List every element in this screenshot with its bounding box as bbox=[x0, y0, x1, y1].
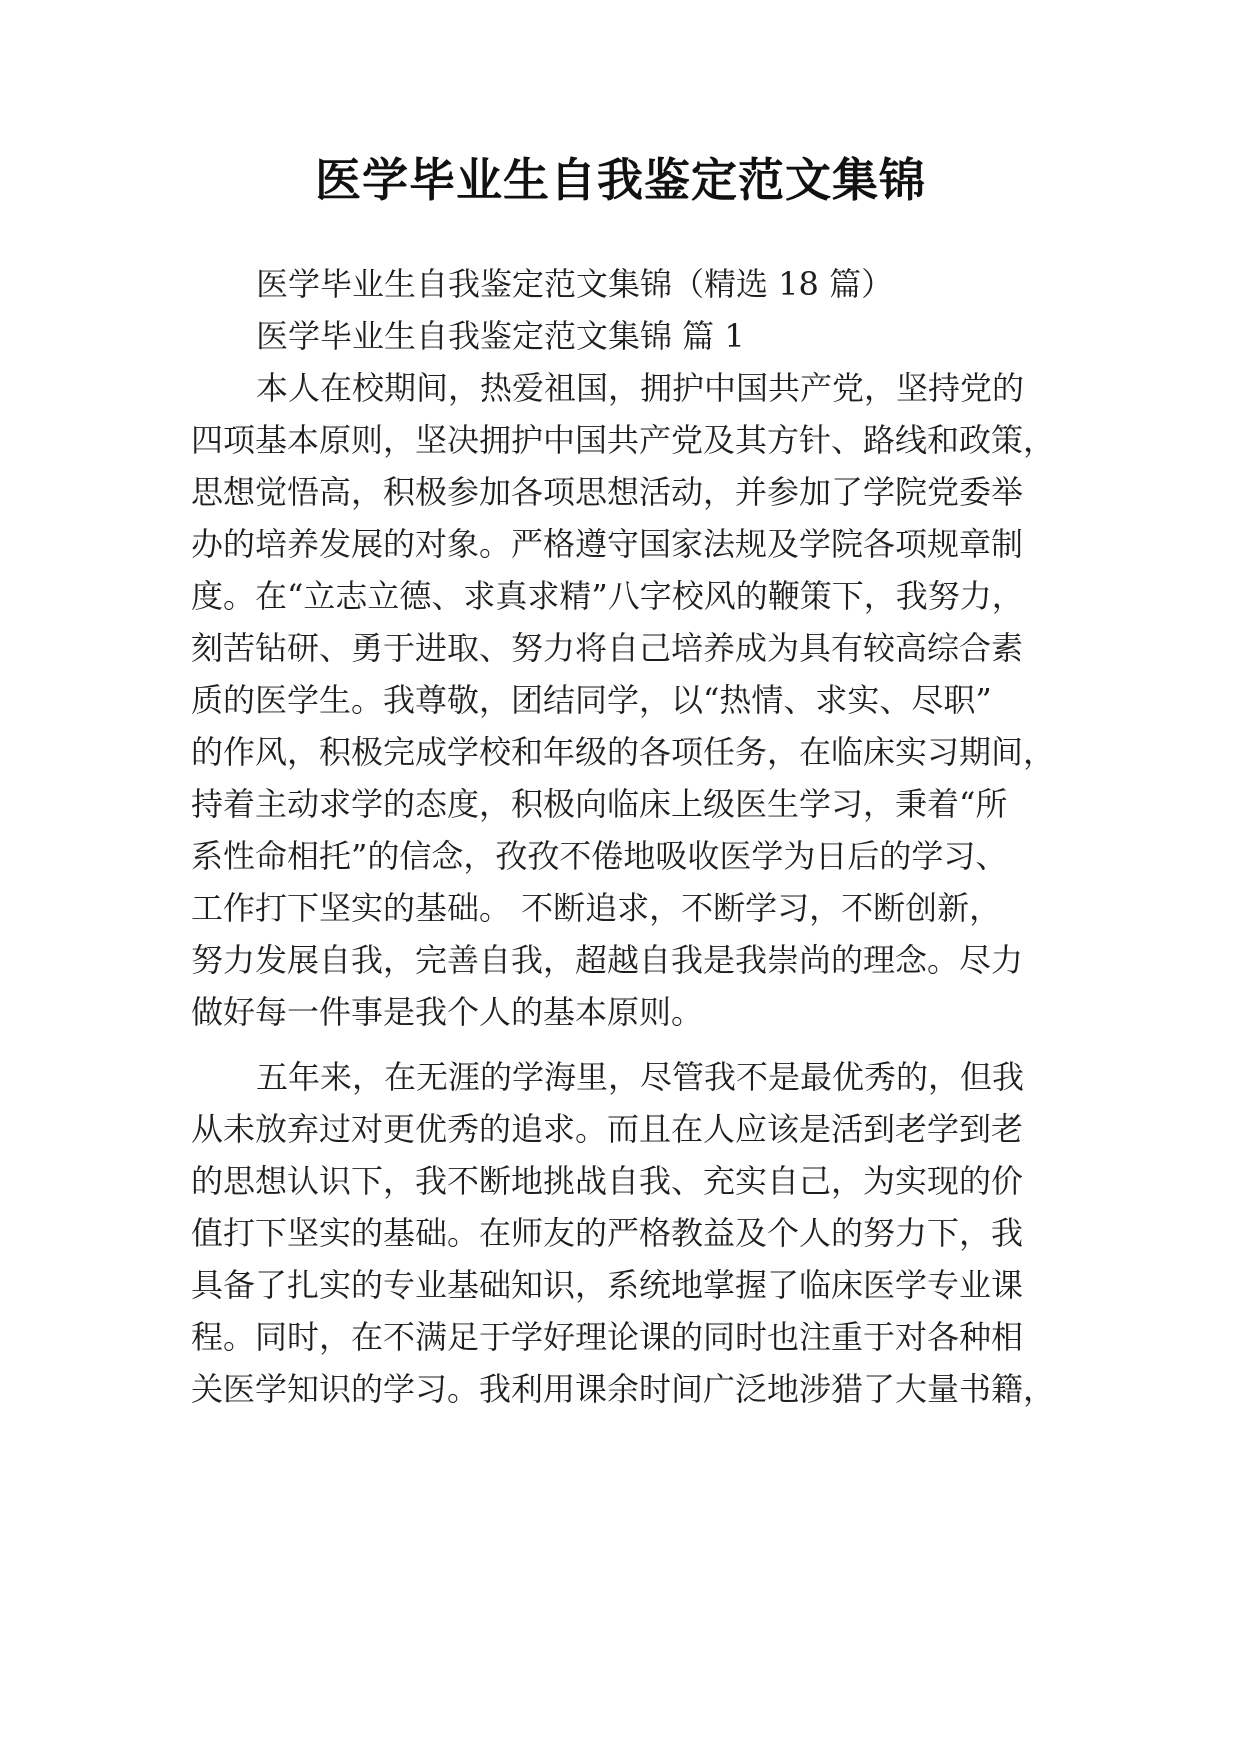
section-heading: 医学毕业生自我鉴定范文集锦 篇 1 bbox=[256, 317, 745, 355]
paragraph-line: 系性命相托”的信念，孜孜不倦地吸收医学为日后的学习、 bbox=[191, 837, 1008, 875]
paragraph-line: 工作打下坚实的基础。 不断追求，不断学习，不断创新， bbox=[191, 889, 1002, 927]
paragraph-line: 做好每一件事是我个人的基本原则。 bbox=[191, 993, 704, 1031]
paragraph-line: 从未放弃过对更优秀的追求。而且在人应该是活到老学到老 bbox=[191, 1110, 1024, 1148]
paragraph-line: 思想觉悟高，积极参加各项思想活动，并参加了学院党委举 bbox=[191, 473, 1024, 511]
document-subtitle: 医学毕业生自我鉴定范文集锦（精选 18 篇） bbox=[256, 265, 894, 303]
paragraph-line: 的思想认识下，我不断地挑战自我、充实自己，为实现的价 bbox=[191, 1162, 1024, 1200]
paragraph-line: 具备了扎实的专业基础知识，系统地掌握了临床医学专业课 bbox=[191, 1266, 1024, 1304]
paragraph-line: 质的医学生。我尊敬，团结同学，以“热情、求实、尽职” bbox=[191, 681, 992, 719]
paragraph-line: 四项基本原则，坚决拥护中国共产党及其方针、路线和政策， bbox=[191, 421, 1056, 459]
paragraph-line: 持着主动求学的态度，积极向临床上级医生学习，秉着“所 bbox=[191, 785, 1008, 823]
paragraph-line: 度。在“立志立德、求真求精”八字校风的鞭策下，我努力， bbox=[191, 577, 1024, 615]
document-title: 医学毕业生自我鉴定范文集锦 bbox=[315, 153, 926, 207]
paragraph-line: 刻苦钻研、勇于进取、努力将自己培养成为具有较高综合素 bbox=[191, 629, 1024, 667]
paragraph-line: 关医学知识的学习。我利用课余时间广泛地涉猎了大量书籍， bbox=[191, 1370, 1056, 1408]
paragraph-line: 五年来，在无涯的学海里，尽管我不是最优秀的，但我 bbox=[256, 1058, 1025, 1096]
paragraph-line: 程。同时，在不满足于学好理论课的同时也注重于对各种相 bbox=[191, 1318, 1024, 1356]
paragraph-line: 本人在校期间，热爱祖国，拥护中国共产党，坚持党的 bbox=[256, 369, 1025, 407]
paragraph-line: 办的培养发展的对象。严格遵守国家法规及学院各项规章制 bbox=[191, 525, 1024, 563]
paragraph-line: 努力发展自我，完善自我，超越自我是我崇尚的理念。尽力 bbox=[191, 941, 1024, 979]
paragraph-line: 值打下坚实的基础。在师友的严格教益及个人的努力下，我 bbox=[191, 1214, 1024, 1252]
paragraph-line: 的作风，积极完成学校和年级的各项任务，在临床实习期间， bbox=[191, 733, 1056, 771]
